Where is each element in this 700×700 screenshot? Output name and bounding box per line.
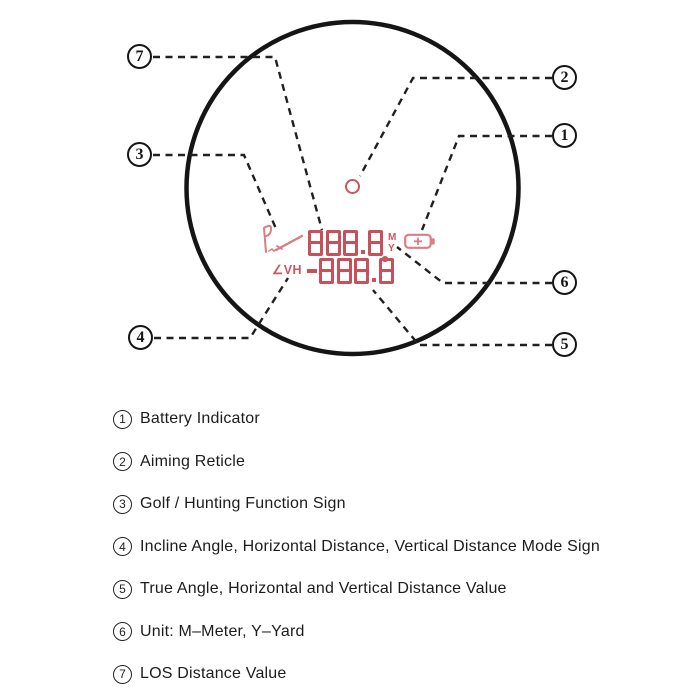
- leader-line-6: [397, 247, 552, 283]
- callout-marker-1: 1: [552, 123, 577, 148]
- legend-label-2: Aiming Reticle: [140, 452, 246, 470]
- callout-marker-3: 3: [127, 142, 152, 167]
- vh-mode-label: ∠VH: [272, 263, 303, 278]
- lcd-char: [326, 230, 341, 256]
- lcd-char: [372, 278, 377, 283]
- legend-label-3: Golf / Hunting Function Sign: [140, 495, 346, 513]
- unit-m-label: M: [388, 232, 397, 243]
- aiming-reticle-icon: [345, 179, 360, 194]
- legend-item-5: [113, 568, 600, 611]
- legend-label-7: LOS Distance Value: [140, 665, 287, 683]
- legend-item-1: [113, 398, 600, 441]
- unit-indicator: [388, 232, 396, 254]
- leader-line-7: [153, 57, 322, 230]
- golf-hunting-sign-icon: [256, 220, 306, 258]
- legend-item-4: [113, 526, 600, 569]
- angle-distance-display: [272, 257, 396, 284]
- lcd-char: [307, 269, 317, 273]
- callout-marker-2: 2: [552, 65, 577, 90]
- leader-line-1: [422, 136, 552, 230]
- lcd-char: [361, 250, 366, 255]
- leader-line-5: [373, 290, 552, 345]
- legend-num-4: 4: [113, 537, 132, 556]
- legend-item-2: [113, 441, 600, 484]
- legend-label-5: True Angle, Horizontal and Vertical Distance Value: [140, 580, 507, 598]
- legend-num-2: 2: [113, 452, 132, 471]
- legend-num-7: 7: [113, 665, 132, 684]
- los-distance-display: [308, 229, 385, 256]
- lcd-char: [308, 230, 323, 256]
- legend-item-6: [113, 611, 600, 654]
- legend-item-3: [113, 483, 600, 526]
- legend-num-6: 6: [113, 622, 132, 641]
- legend-num-5: 5: [113, 580, 132, 599]
- lcd-char: [337, 258, 352, 284]
- degree-symbol: [382, 256, 388, 262]
- legend-item-7: [113, 653, 600, 696]
- callout-marker-4: 4: [128, 325, 153, 350]
- legend-label-6: Unit: M–Meter, Y–Yard: [140, 622, 305, 640]
- leader-line-2: [360, 78, 552, 176]
- battery-icon: [404, 233, 436, 250]
- flag-pole: [264, 228, 266, 252]
- lcd-char: [368, 230, 383, 256]
- callout-marker-7: 7: [127, 44, 152, 69]
- lcd-char: [319, 258, 334, 284]
- legend-num-3: 3: [113, 495, 132, 514]
- lcd-char: [343, 230, 358, 256]
- unit-y-label: Y: [388, 243, 395, 254]
- callout-marker-6: 6: [552, 270, 577, 295]
- lcd-char: [354, 258, 369, 284]
- legend-label-1: Battery Indicator: [140, 410, 260, 428]
- legend: [113, 398, 600, 696]
- legend-num-1: 1: [113, 410, 132, 429]
- callout-marker-5: 5: [552, 332, 577, 357]
- legend-label-4: Incline Angle, Horizontal Distance, Vertical Distance Mode Sign: [140, 537, 600, 555]
